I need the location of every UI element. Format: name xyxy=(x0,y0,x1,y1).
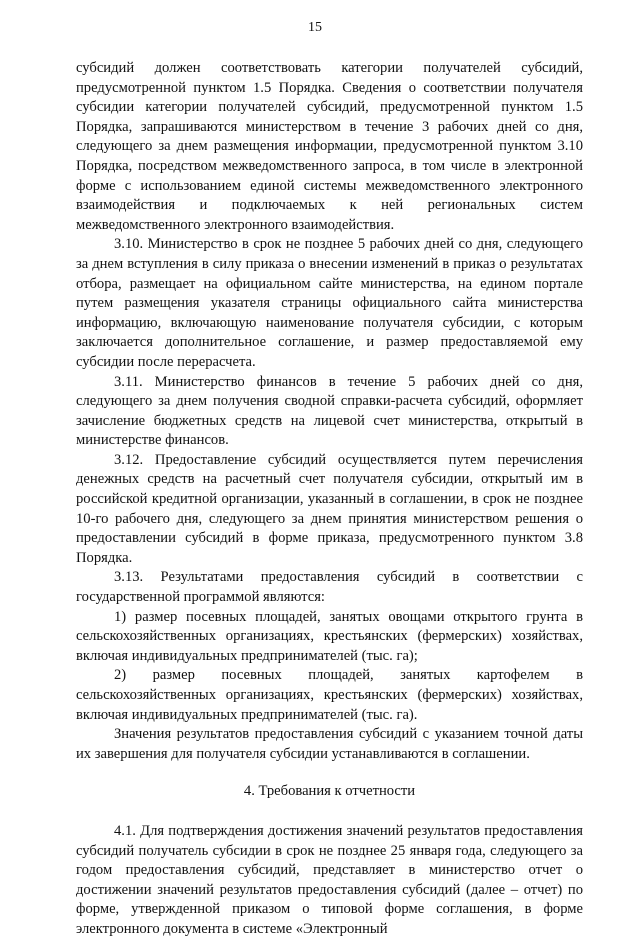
paragraph-3-12: 3.12. Предоставление субсидий осуществляется путем перечисления денежных средств на расчетный счет получателя субсидии, открытый им в российской кредитной организации, указанный в соглашении, в срок не позднее 10-го рабочего дня, следующего за днем принятия министерством решения о предоставлении субсидий в форме приказа, предусмотренного пунктом 3.8 Порядка. xyxy=(76,451,583,566)
list-item-1: 1) размер посевных площадей, занятых овощами открытого грунта в сельскохозяйственных организациях, крестьянских (фермерских) хозяйствах, включая индивидуальных предпринимателей (тыс. га); xyxy=(76,608,583,664)
paragraph-results-values: Значения результатов предоставления субсидий с указанием точной даты их завершения для получателя субсидии устанавливаются в соглашении. xyxy=(76,726,583,762)
paragraph-3-13: 3.13. Результатами предоставления субсидий в соответствии с государственной программой являются: xyxy=(76,569,583,606)
list-item-2: 2) размер посевных площадей, занятых картофелем в сельскохозяйственных организациях, крестьянских (фермерских) хозяйствах, включая индивидуальных предпринимателей (тыс. га). xyxy=(76,667,583,723)
paragraph-continuation: субсидий должен соответствовать категории получателей субсидий, предусмотренной пунктом 1.5 Порядка. Сведения о соответствии получателя субсидии категории получателей субсидий, предусмотренной пунктом 1.5 Порядка, запрашиваются министерством в течение 3 рабочих дней со дня, следующего за днем размещения информации, предусмотренной пунктом 3.10 Порядка, посредством межведомственного запроса, в том числе в электронной форме с использованием единой системы межведомственного электронного взаимодействия и подключаемых к ней региональных систем межведомственного электронного взаимодействия. xyxy=(76,60,583,233)
page-number: 15 xyxy=(308,20,322,35)
paragraph-3-11: 3.11. Министерство финансов в течение 5 рабочих дней со дня, следующего за днем получения сводной справки-расчета субсидий, оформляет зачисление бюджетных средств на лицевой счет министерства, открытый в министерстве финансов. xyxy=(76,373,583,449)
paragraph-3-10: 3.10. Министерство в срок не позднее 5 рабочих дней со дня, следующего за днем вступления в силу приказа о внесении изменений в приказ о результатах отбора, размещает на официальном сайте министерства, на едином портале путем размещения указателя страницы официального сайта министерства информацию, включающую наименование получателя субсидии, с которым заключается дополнительное соглашение, и размер предоставляемой ему субсидии после перерасчета. xyxy=(76,236,583,370)
paragraph-4-1: 4.1. Для подтверждения достижения значений результатов предоставления субсидий получатель субсидии в срок не позднее 25 января года, следующего за годом предоставления субсидий, представляет в министерство отчет о достижении значений результатов предоставления субсидий (далее – отчет) по форме, утвержденной приказом о типовой форме соглашения, в форме электронного документа в системе «Электронный xyxy=(76,822,583,937)
section-heading: 4. Требования к отчетности xyxy=(243,783,416,800)
section-heading-block xyxy=(76,782,583,802)
document-body xyxy=(76,59,583,940)
